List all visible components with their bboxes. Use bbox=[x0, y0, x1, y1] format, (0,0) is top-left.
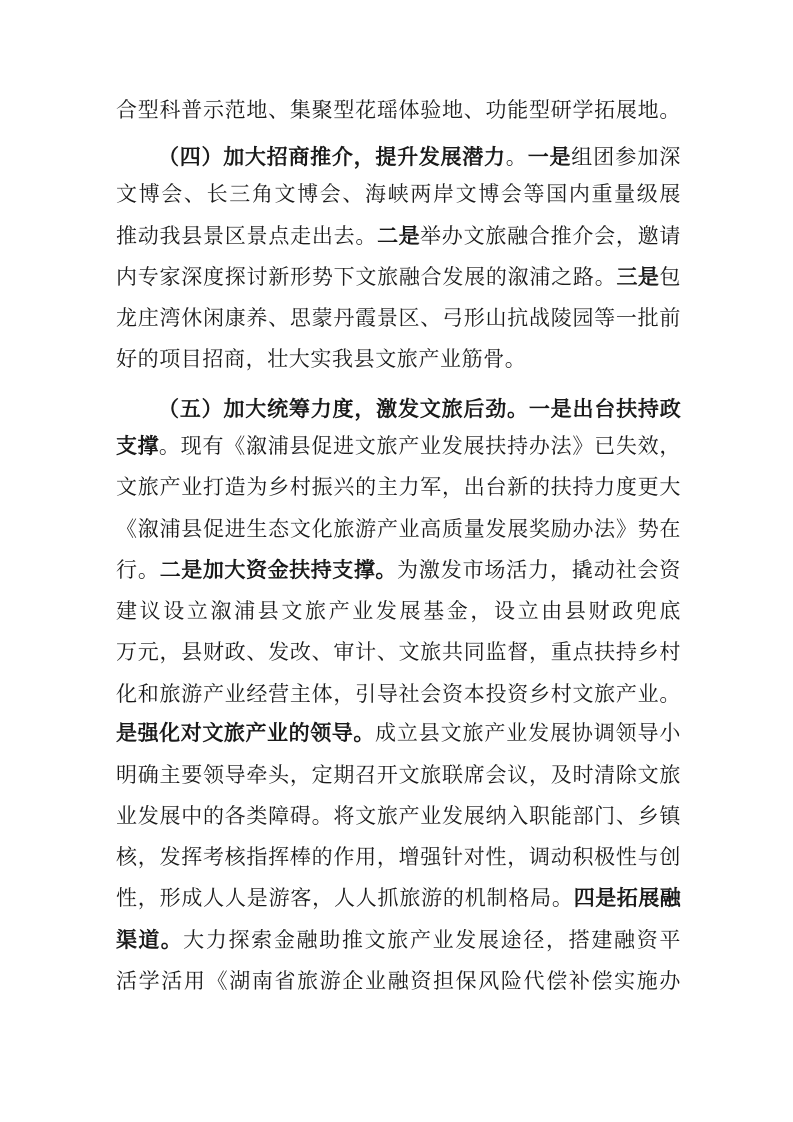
bold-phrase: 二是加大资金扶持支撑。 bbox=[159, 558, 397, 582]
text-line bbox=[116, 927, 681, 953]
text-line bbox=[116, 97, 681, 123]
text-line bbox=[116, 885, 681, 911]
section-heading-5: （五）加大统筹力度，激发文旅后劲。一是出台扶持政 bbox=[158, 397, 681, 421]
bold-phrase: 二是 bbox=[377, 224, 421, 248]
text-segment: 核，发挥考核指挥棒的作用，增强针对性，调动积极性与创 bbox=[116, 845, 681, 869]
text-line bbox=[158, 144, 681, 170]
text-segment: 内专家深度探讨新形势下文旅融合发展的溆浦之路。 bbox=[116, 265, 617, 289]
text-segment: 。 bbox=[505, 145, 528, 169]
text-line bbox=[116, 223, 681, 249]
text-line bbox=[116, 516, 681, 542]
text-line bbox=[116, 181, 681, 207]
text-line bbox=[116, 474, 681, 500]
bold-phrase: 渠道。 bbox=[116, 928, 184, 952]
text-segment: 大力探索金融助推文旅产业发展途径，搭建融资平 bbox=[183, 928, 681, 952]
bold-phrase: 四是拓展融 bbox=[573, 886, 681, 910]
text-line bbox=[116, 557, 681, 583]
text-segment: 组团参加深 bbox=[571, 145, 681, 169]
section-heading-4: （四）加大招商推介，提升发展潜力 bbox=[158, 145, 506, 169]
text-segment: 业发展中的各类障碍。将文旅产业发展纳入职能部门、乡镇 bbox=[116, 804, 681, 828]
text-segment: 文旅产业打造为乡村振兴的主力军，出台新的扶持力度更大 bbox=[116, 475, 681, 499]
text-line bbox=[116, 598, 681, 624]
text-line bbox=[116, 305, 681, 331]
text-line bbox=[116, 968, 681, 994]
text-line bbox=[116, 803, 681, 829]
text-line bbox=[116, 433, 681, 459]
text-segment: 化和旅游产业经营主体，引导社会资本投资乡村文旅产业。 bbox=[116, 682, 681, 706]
text-line bbox=[116, 720, 681, 746]
text-segment: 性，形成人人是游客，人人抓旅游的机制格局。 bbox=[116, 886, 574, 910]
text-segment: 推动我县景区景点走出去。 bbox=[116, 224, 378, 248]
bold-phrase: 一是 bbox=[527, 145, 572, 169]
bold-phrase: 是强化对文旅产业的领导。 bbox=[116, 721, 375, 745]
text-segment: 文博会、长三角文博会、海峡两岸文博会等国内重量级展 bbox=[116, 182, 681, 206]
bold-phrase: 支撑 bbox=[116, 434, 159, 458]
text-segment: 活学活用《湖南省旅游企业融资担保风险代偿补偿实施办 bbox=[116, 969, 681, 993]
text-line bbox=[116, 762, 681, 788]
text-segment: 万元，县财政、发改、审计、文旅共同监督，重点扶持乡村 bbox=[116, 640, 681, 664]
text-line bbox=[158, 396, 681, 422]
text-segment: 建议设立溆浦县文旅产业发展基金，设立由县财政兜底 bbox=[116, 599, 681, 623]
text-line bbox=[116, 681, 681, 707]
text-segment: 龙庄湾休闲康养、思蒙丹霞景区、弓形山抗战陵园等一批前 bbox=[116, 306, 681, 330]
text-line bbox=[116, 264, 681, 290]
text-segment: 好的项目招商，壮大实我县文旅产业筋骨。 bbox=[116, 347, 527, 371]
text-segment: 合型科普示范地、集聚型花瑶体验地、功能型研学拓展地。 bbox=[116, 98, 681, 122]
text-segment: 行。 bbox=[116, 558, 160, 582]
text-segment: 包 bbox=[659, 265, 681, 289]
text-line bbox=[116, 844, 681, 870]
bold-phrase: 三是 bbox=[616, 265, 660, 289]
text-segment: 《溆浦县促进生态文化旅游产业高质量发展奖励办法》势在 bbox=[116, 517, 681, 541]
text-line bbox=[116, 639, 681, 665]
text-segment: 成立县文旅产业发展协调领导小 bbox=[374, 721, 681, 745]
text-segment: 举办文旅融合推介会，邀请 bbox=[420, 224, 681, 248]
text-segment: 为激发市场活力，撬动社会资 bbox=[396, 558, 681, 582]
text-line bbox=[116, 346, 681, 372]
text-segment: 明确主要领导牵头，定期召开文旅联席会议，及时清除文旅 bbox=[116, 763, 681, 787]
text-segment: 。现有《溆浦县促进文旅产业发展扶持办法》已失效， bbox=[158, 434, 681, 458]
